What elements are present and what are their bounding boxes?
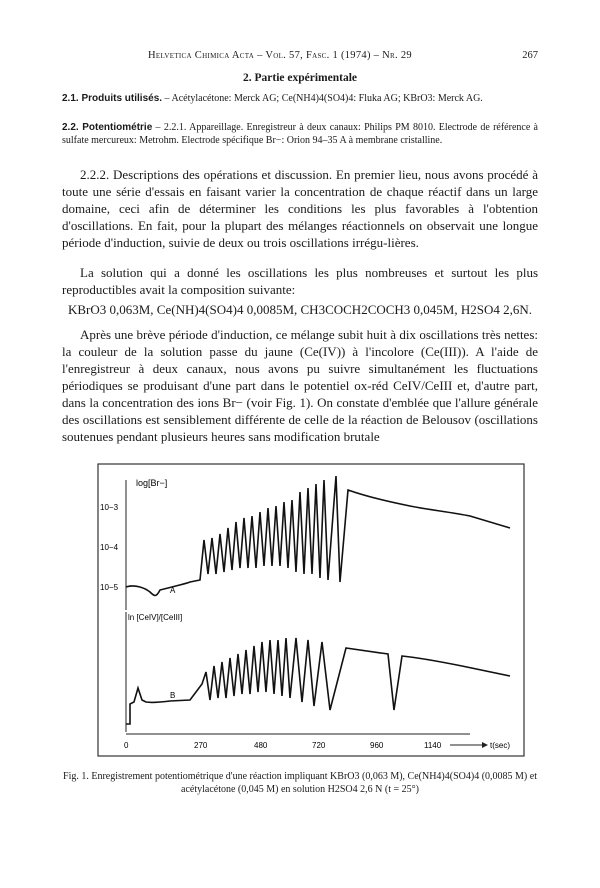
x-tick-270: 270: [194, 741, 208, 750]
curve-a-label: A: [170, 586, 176, 595]
x-tick-0: 0: [124, 741, 129, 750]
section-title: 2. Partie expérimentale: [243, 72, 357, 84]
figure-1: [90, 462, 530, 762]
page-number: 267: [522, 50, 538, 61]
time-arrow-head: [482, 742, 488, 748]
journal-header: Helvetica Chimica Acta – Vol. 57, Fasc. 1 (1974) – Nr. 29: [148, 50, 412, 61]
potentiometric-recording-chart: [90, 462, 530, 762]
y-tick-1e-4: 10−4: [100, 543, 119, 552]
products-paragraph: [62, 92, 538, 105]
figure-caption: Fig. 1. Enregistrement potentiométrique d'une réaction impliquant KBrO3 (0,063 M), Ce(NH4)4(SO4)4 (0,0085 M) et acétylacétone (0,045 M) en solution H2SO4 2,6 N (t = 25°): [63, 771, 537, 795]
potentiometry-paragraph: [62, 121, 538, 147]
curve-b-label: B: [170, 691, 176, 700]
x-axis-unit: t(sec): [490, 741, 510, 750]
potentiometry-heading: 2.2. Potentiométrie: [62, 122, 153, 133]
y-tick-1e-5: 10−5: [100, 583, 119, 592]
composition-formula: KBrO3 0,063M, Ce(NH)4(SO4)4 0,0085M, CH3COCH2COCH3 0,045M, H2SO4 2,6N.: [67, 302, 533, 317]
running-head: [62, 50, 538, 66]
paragraph-discussion: Après une brève période d'induction, ce mélange subit huit à dix oscillations très nettes: la couleur de la solution passe du jaune (Ce(IV)) à l'incolore (Ce(III)). A l'aide de l'enregistreur à deux canaux, nous avons pu suivre simultanément les fluctuations périodiques se produisant d'une part dans le potentiel ox-réd CeIV/CeIII et, d'autre part, dans la concentration des ions Br− (voir Fig. 1). On constate d'emblée que l'allure générale des oscillations est sensiblement différente de celle de la réaction de Belousov (oscillations soutenues pendant plusieurs heures sans modification brutale: [62, 327, 538, 444]
paragraph-solution: La solution qui a donné les oscillations les plus nombreuses et surtout les plus reproductibles avait la composition suivante:: [62, 265, 538, 297]
x-tick-720: 720: [312, 741, 326, 750]
x-tick-960: 960: [370, 741, 384, 750]
curve-b: [126, 638, 510, 724]
x-tick-1140: 1140: [424, 741, 442, 750]
products-heading: 2.1. Produits utilisés.: [62, 93, 163, 104]
axis-a-label: log[Br−]: [136, 478, 168, 488]
paragraph-operations: 2.2.2. Descriptions des opérations et discussion. En premier lieu, nous avons procédé à toute une série d'essais en faisant varier la concentration de chaque réactif dans un large domaine, ceci afin de déterminer les conditions les plus favorables à l'obtention d'oscillations. En fait, pour la plupart des mélanges réactionnels on observait une longue période d'induction, suivie de deux ou trois oscillations irrégu-lières.: [62, 167, 538, 250]
axis-b-label: ln [CeIV]/[CeIII]: [128, 613, 183, 622]
curve-a: [126, 476, 510, 596]
figure-frame: [98, 464, 524, 756]
y-tick-1e-3: 10−3: [100, 503, 119, 512]
x-tick-480: 480: [254, 741, 268, 750]
products-text: – Acétylacétone: Merck AG; Ce(NH4)4(SO4)4: Fluka AG; KBrO3: Merck AG.: [162, 93, 483, 104]
potentiometry-text: – 2.2.1. Appareillage. Enregistreur à deux canaux: Philips PM 8010. Electrode de référence à sulfate mercureux: Metrohm. Electrode spécifique Br−: Orion 94–35 A à membrane cristalline.: [62, 122, 538, 146]
